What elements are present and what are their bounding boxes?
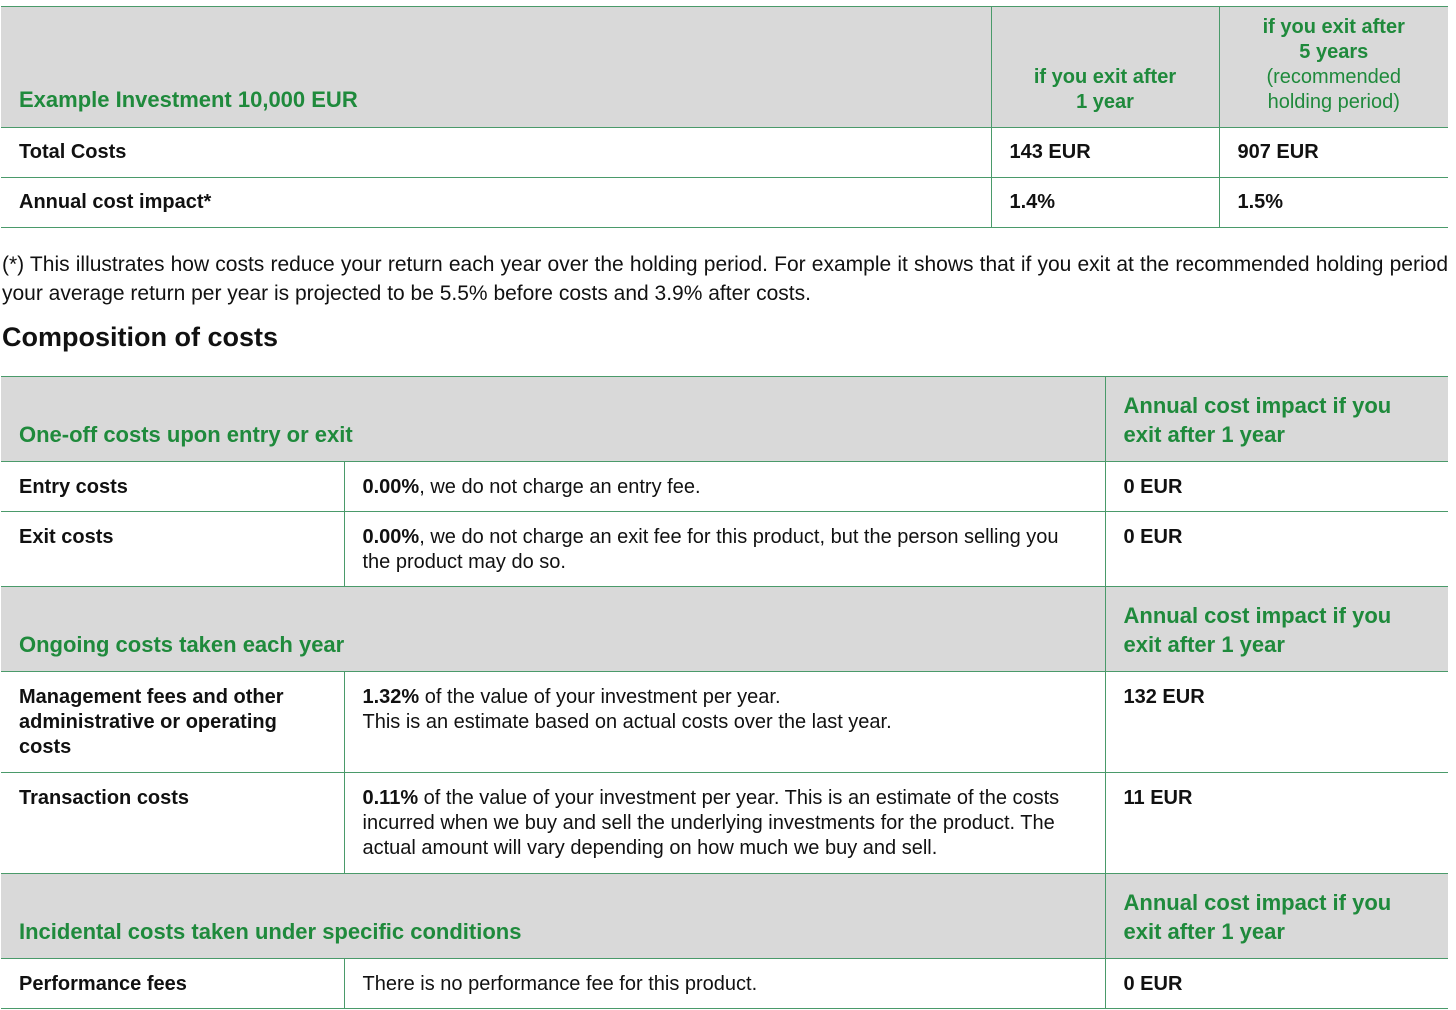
cost-description: 0.11% of the value of your investment per year. This is an estimate of the costs incurred when we buy and sell the underlying investments for the product. The actual amount will vary depending on how much we buy and sell. xyxy=(344,773,1105,874)
cost-description: 0.00%, we do not charge an exit fee for this product, but the person selling you the product may do so. xyxy=(344,512,1105,587)
row-value-5-years: 1.5% xyxy=(1219,178,1448,228)
section-title: Composition of costs xyxy=(2,322,278,352)
table-row xyxy=(1,462,1448,512)
section-header-row xyxy=(1,587,1448,672)
cost-label: Performance fees xyxy=(1,959,344,1009)
cost-amount: 11 EUR xyxy=(1105,773,1448,874)
impact-header: Annual cost impact if you exit after 1 year xyxy=(1105,377,1448,462)
table-row xyxy=(1,672,1448,773)
composition-table xyxy=(1,376,1448,1009)
cost-label: Management fees and other administrative or operating costs xyxy=(1,672,344,773)
section-heading: One-off costs upon entry or exit xyxy=(1,377,1105,462)
footnote: (*) This illustrates how costs reduce your return each year over the holding period. For example it shows that if you exit at the recommended holding period your average return per year is projected to be 5.5% before costs and 3.9% after costs. xyxy=(2,253,1448,305)
cost-label: Entry costs xyxy=(1,462,344,512)
summary-cost-table xyxy=(1,6,1448,228)
cost-amount: 0 EUR xyxy=(1105,512,1448,587)
cost-amount: 0 EUR xyxy=(1105,959,1448,1009)
cost-label: Exit costs xyxy=(1,512,344,587)
row-value-1-year: 143 EUR xyxy=(991,128,1219,178)
table-row xyxy=(1,512,1448,587)
row-label: Total Costs xyxy=(1,128,991,178)
row-value-5-years: 907 EUR xyxy=(1219,128,1448,178)
cost-description: There is no performance fee for this product. xyxy=(344,959,1105,1009)
section-heading: Incidental costs taken under specific conditions xyxy=(1,874,1105,959)
exit-1-year-header: if you exit after 1 year xyxy=(991,7,1219,128)
section-header-row xyxy=(1,377,1448,462)
example-investment-label: Example Investment 10,000 EUR xyxy=(1,7,991,128)
row-value-1-year: 1.4% xyxy=(991,178,1219,228)
section-heading: Ongoing costs taken each year xyxy=(1,587,1105,672)
table-row xyxy=(1,773,1448,874)
section-header-row xyxy=(1,874,1448,959)
cost-amount: 132 EUR xyxy=(1105,672,1448,773)
cost-label: Transaction costs xyxy=(1,773,344,874)
cost-description: 1.32% of the value of your investment per year. This is an estimate based on actual costs over the last year. xyxy=(344,672,1105,773)
cost-amount: 0 EUR xyxy=(1105,462,1448,512)
annual-cost-impact-row xyxy=(1,178,1448,228)
cost-description: 0.00%, we do not charge an entry fee. xyxy=(344,462,1105,512)
summary-header-row xyxy=(1,7,1448,128)
total-costs-row xyxy=(1,128,1448,178)
impact-header: Annual cost impact if you exit after 1 year xyxy=(1105,587,1448,672)
impact-header: Annual cost impact if you exit after 1 year xyxy=(1105,874,1448,959)
exit-5-years-header: if you exit after 5 years (recommended holding period) xyxy=(1219,7,1448,128)
table-row xyxy=(1,959,1448,1009)
row-label: Annual cost impact* xyxy=(1,178,991,228)
